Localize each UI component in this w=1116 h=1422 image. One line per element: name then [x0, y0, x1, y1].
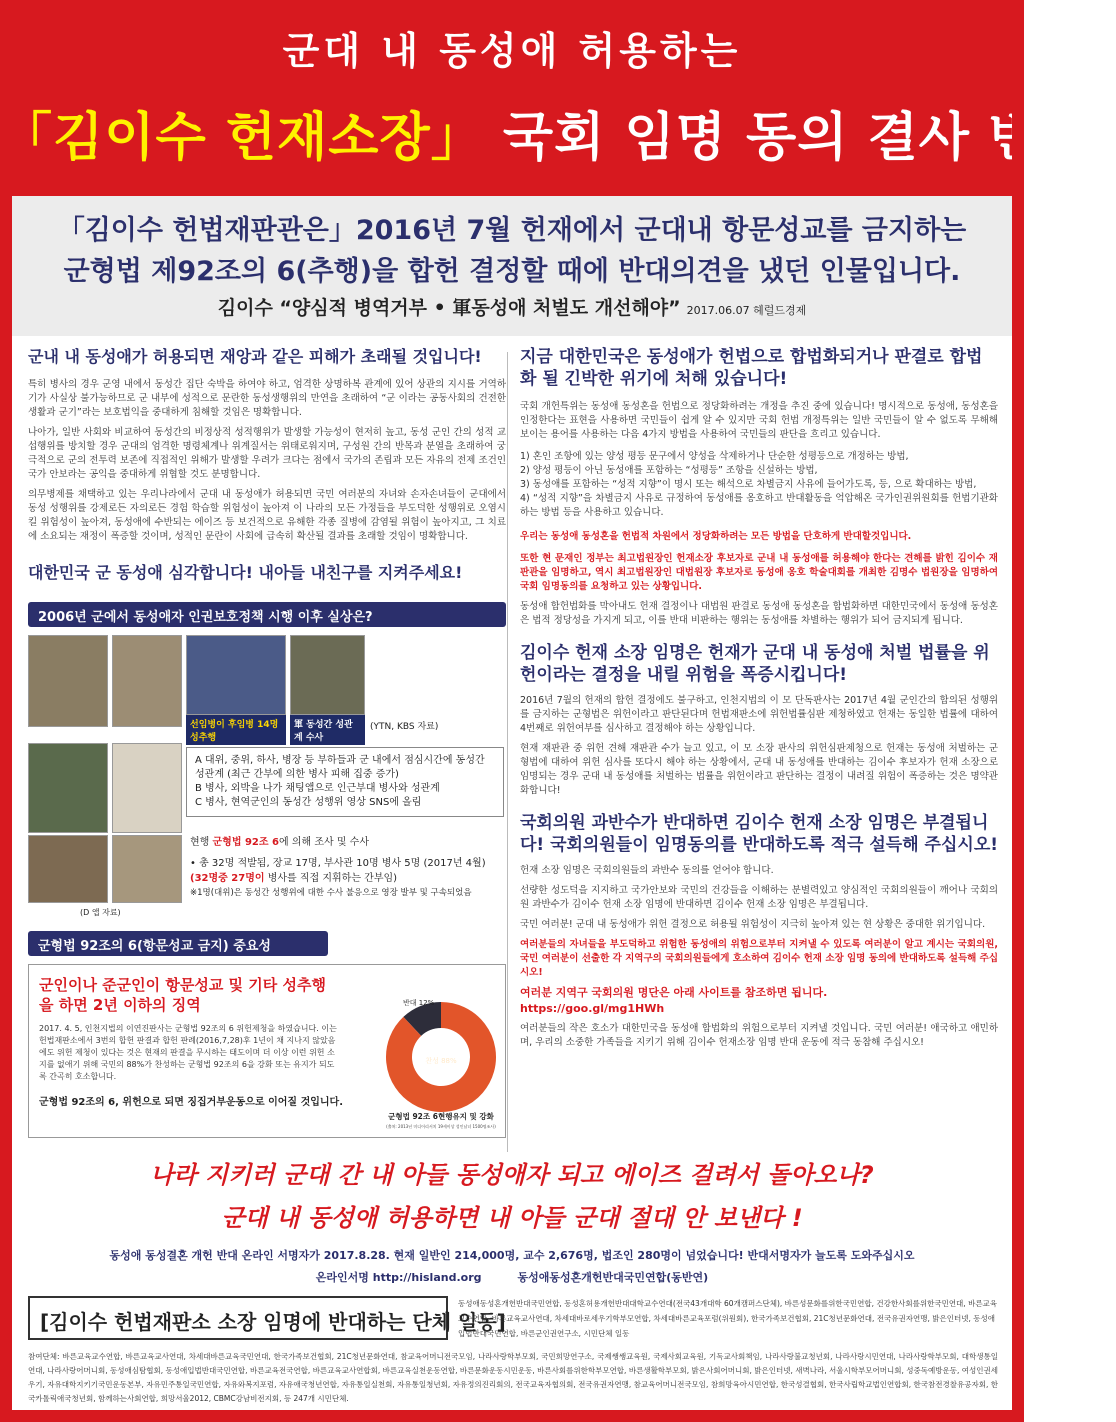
right-red-4: 여러분 지역구 국회의원 명단은 아래 사이트를 참조하면 됩니다.	[520, 986, 828, 999]
quote-close: 」	[430, 108, 484, 168]
photo-collage	[28, 635, 506, 835]
photo-phone-1	[112, 635, 182, 727]
right-list-1: 1) 혼인 조항에 있는 양성 평등 문구에서 양성을 삭제하거나 단순한 성평등으로 개정하는 방법,	[520, 451, 909, 462]
caption-news-1	[186, 715, 286, 745]
bottom-section	[12, 1155, 1012, 1285]
section-bar-1: 2006년 군에서 동성애자 인권보호정책 시행 이후 실상은?	[28, 602, 506, 627]
caption-source: (YTN, KBS 자료)	[370, 722, 439, 732]
note-3-red: (32명중 27명이	[190, 873, 265, 884]
right-paragraph-4: 현재 재판관 중 위헌 견해 재판관 수가 늘고 있고, 이 모 소장 판사의 위헌심판제청으로 헌재는 동성애 처벌하는 군 형법에 대하여 위헌 심사를 또다시 해야 하는 상황에서, 군대 내 동성애를 반대하는 김이수 후보자가 헌재 소장으로 임명되는 경우 군대 내 동성애를 처벌하는 법률을 위헌이라고 판단하는 결정이 내려질 위험이 폭증하는 것은 명약관화합니다!	[520, 743, 998, 796]
right-paragraph-7: 국민 여러분! 군대 내 동성애가 위헌 결정으로 허용될 위험성이 지극히 높아져 있는 현 상황은 중대한 위기입니다.	[520, 919, 986, 930]
header-main-rest: 국회 임명 동의 결사 반대!	[483, 108, 1116, 168]
intro-quote: 김이수 “양심적 병역거부 • 軍동성애 처벌도 개선해야”	[217, 297, 681, 319]
donut-label-small: 반대 12%	[403, 999, 435, 1007]
photo-news-1	[186, 635, 286, 715]
note-1-post: 에 의해 조사 및 수사	[278, 837, 369, 848]
petition-org: 동성애동성혼개헌반대국민연합(동반연)	[517, 1271, 709, 1284]
photo-soldiers-1	[28, 635, 108, 727]
donut-caption: 군형법 92조 6현행유지 및 강화	[388, 1112, 494, 1121]
quote-open: 「	[0, 108, 54, 168]
caption-news-2	[290, 715, 365, 745]
organizations-title: [김이수 헌법재판소 소장 임명에 반대하는 단체 일동]	[28, 1296, 448, 1340]
case-a: A 대위, 중위, 하사, 병장 등 부하들과 군 내에서 점심시간에 동성간 성관계 (최근 간부에 의한 병사 피해 집중 증가)	[195, 755, 485, 780]
right-list	[520, 450, 998, 520]
petition-links	[12, 1269, 1012, 1285]
right-heading-1: 지금 대한민국은 동성애가 헌법으로 합법화되거나 판결로 합법화 될 긴박한 위기에 처해 있습니다!	[520, 347, 983, 389]
note-4: ※1명(대위)은 동성간 성행위에 대한 수사 불응으로 영장 발부 및 구속되었음	[190, 888, 472, 898]
law-body: 2017. 4. 5, 인천지법의 이연진판사는 군형법 92조의 6 위헌제청을 하였습니다. 이는 헌법재판소에서 3번의 합헌 판결과 합헌 판례(2016,7,28)후 1년이 채 지나지 않았음에도 위헌 제청이 있다는 것은 현재의 판결을 무시하는 태도이며 더 이상 이런 위헌 소지를 없애기 위해 국민의 88%가 찬성하는 군형법 92조의 6을 강화 또는 유지가 되도록 간곡히 호소합니다.	[39, 1024, 337, 1081]
law-footer: 군형법 92조의 6, 위헌으로 되면 징집거부운동으로 이어질 것입니다.	[39, 1097, 344, 1108]
left-paragraph-1: 특히 병사의 경우 군영 내에서 동성간 집단 숙박을 하여야 하고, 엄격한 상명하복 관계에 있어 상관의 지시를 거역하기가 사실상 불가능하므로 군 내부에 성적으로 문란한 동성생행위의 만연을 초래하여 “군 이라는 공동사회의 건전한 생활과 군기”라는 보호법익을 중대하게 침해할 것임은 명확합니다.	[28, 379, 506, 418]
case-c: C 병사, 현역군인의 동성간 성행위 영상 SNS에 올림	[195, 797, 422, 808]
right-paragraph-5: 헌재 소장 임명은 국회의원들의 과반수 동의를 얻어야 합니다.	[520, 865, 774, 876]
header-sub-title: 군대 내 동성애 허용하는	[282, 29, 742, 73]
note-1	[190, 835, 506, 850]
note-1-pre: 현행	[190, 837, 213, 848]
photo-news-2	[290, 635, 365, 715]
donut-source: (출처: 2013년 미디어리서치 19세이상 성인남녀 1500명조사)	[386, 1124, 496, 1129]
donut-chart	[369, 991, 509, 1131]
petition-text: 동성애 동성결혼 개헌 반대 온라인 서명자가 2017.8.28. 현재 일반인 214,000명, 교수 2,676명, 법조인 280명이 넘었습니다! 반대서명자가 늘도록 도와주십시오	[109, 1249, 915, 1262]
case-list	[186, 747, 504, 817]
intro-source: 2017.06.07 헤럴드경제	[686, 304, 807, 317]
intro-line-3	[12, 293, 1012, 320]
photo-notes-area	[28, 835, 506, 927]
right-red-1: 우리는 동성애 동성혼을 헌법적 차원에서 정당화하려는 모든 방법을 단호하게 반대할것입니다.	[520, 531, 912, 542]
photo-source: (D 앱 자료)	[80, 908, 121, 917]
intro-box	[12, 196, 1012, 336]
photo-car	[28, 743, 108, 833]
law-box	[28, 964, 506, 1138]
right-list-2: 2) 양성 평등이 아닌 동성애를 포함하는 “성평등” 조항을 신설하는 방법,	[520, 465, 818, 476]
right-heading-2: 김이수 헌재 소장 임명은 헌재가 군대 내 동성애 처벌 법률을 위헌이라는 결정을 내릴 위험을 폭증시킵니다!	[520, 643, 990, 685]
site-link[interactable]: https://goo.gl/mg1HWh	[520, 1002, 665, 1015]
right-paragraph-3: 2016년 7월의 헌재의 합헌 결정에도 불구하고, 인천지법의 이 모 단독판사는 2017년 4월 군인간의 합의된 성행위를 금지하는 군형법은 위헌이라고 판단된다며 헌법재판소에 위헌법률심판 제청하였고 헌재는 동일한 법률에 대하여 4번째로 위헌여부를 심사하고 결정해야 하는 상황입니다.	[520, 695, 998, 734]
left-heading-2: 대한민국 군 동성애 심각합니다! 내아들 내친구를 지켜주세요!	[28, 563, 463, 582]
section-bar-2: 군형법 92조의 6(항문성교 금지) 중요성	[28, 931, 328, 956]
right-heading-3: 국회의원 과반수가 반대하면 김이수 헌재 소장 임명은 부결됩니다! 국회의원들이 임명동의를 반대하도록 적극 설득해 주십시오!	[520, 813, 998, 855]
left-paragraph-3: 의무병제를 채택하고 있는 우리나라에서 군대 내 동성애가 허용되면 국민 여러분의 자녀와 손자손녀들이 군대에서 동성 성행위를 강제로든 자의로든 경험 학습할 위험성이 높아져 이 나라의 모든 가정들을 부도덕한 성행위로 오염시킬 위험성이 높아져, 동성애에 수반되는 에이즈 등 보건적으로 유해한 각종 질병에 감염될 위험이 높아지고, 그 치료에 소요되는 재정이 폭증할 것이며, 성적인 문란이 사회에 급속히 확산될 결과를 초래할 것임이 명확합니다.	[28, 489, 506, 542]
note-3	[190, 871, 506, 886]
right-paragraph-1: 국회 개헌특위는 동성애 동성혼을 헌법으로 정당화하려는 개정을 추진 중에 있습니다! 명시적으로 동성애, 동성혼을 인정한다는 표현을 사용하면 국민들이 쉽게 알 수 있지만 국회 헌법 개정특위는 일반 국민들이 알 수 없도록 무해해 보이는 용어를 사용하는 다음 4가지 방법을 사용하여 국민들의 판단을 흐리고 있습니다.	[520, 401, 998, 440]
law-title: 군인이나 준군인이 항문성교 및 기타 성추행을 하면 2년 이하의 징역	[39, 976, 326, 1014]
header-main-name: 김이수 헌재소장	[53, 108, 431, 168]
organizations-list: 참여단체: 바른교육교수연합, 바른교육교사연대, 차세대바른교육국민연대, 한국가족보건협회, 21C청년문화연대, 참교육어머니전국모임, 나라사랑학부모회, 국민희망연구소, 국제쌩쌩교육원, 국제사회교육원, 기독교사회책임, 나라사랑불교청년회, 나라사랑시민연대, 나라사랑학부모회, 대학생통일연대, 나라사랑어머니회, 동성애심탐협회, 동성애입법반대국민연합, 바른교육전국연합, 바른교육교사연합회, 바른교육실천운동연합, 바른문화운동시민운동, 바른사회를위한학부모연합, 바른생활학부모회, 밝은사회어머니회, 밝은인터넷, 새벽나라, 서울시학부모어머니회, 성중독예방운동, 여성인권세우기, 자유대학지키기국민운동본부, 자유민주통일국민연합, 자유와복지포럼, 자유애국청년연합, 자유통일실천회, 자유통일청년회, 자유정의진리회의, 전국교육자협의회, 전국유권자연맹, 참교육어머니전국모임, 참희망육아시민연합, 한국성결협회, 한국사립학교법인연합회, 한국참전경찰유공자회, 한국카톨릭애국청년회, 함께하는사회연합, 희망서울2012, CBMC강남비전지회, 등 247개 시민단체.	[28, 1352, 998, 1403]
petition-site-link[interactable]: 온라인서명 http://hisland.org	[315, 1271, 482, 1284]
left-column	[28, 346, 506, 1138]
header-main-title	[0, 95, 1116, 170]
slogan-1: 나라 지키러 군대 간 내 아들 동성애자 되고 에이즈 걸려서 돌아오나?	[150, 1161, 874, 1189]
right-paragraph-6: 선량한 성도덕을 지지하고 국가안보와 국민의 건강들을 이해하는 분별력있고 양심적인 국회의원들이 깨어나 국회의원 과반수가 김이수 헌재 소장 임명에 반대하면 김이수 헌재 소장 임명은 부결됩니다.	[520, 885, 998, 910]
photo-soldier-2	[28, 835, 108, 903]
right-list-3: 3) 동성애를 포함하는 “성적 지향”이 명시 또는 해석으로 차별금지 사유에 들어가도록, 등, 으로 확대하는 방법,	[520, 479, 977, 490]
photo-paper	[112, 743, 182, 833]
right-list-4: 4) “성적 지향”을 차별금지 사유로 규정하여 동성애를 옹호하고 반대활동을 억압해온 국가인권위원회를 헌법기관화하는 방법 등을 사용하고 있습니다.	[520, 493, 998, 518]
right-red-3: 여러분들의 자녀들을 부도덕하고 위험한 동성애의 위험으로부터 지켜낼 수 있도록 여러분이 알고 계시는 국회의원, 국민 여러분이 선출한 각 지역구의 국회의원들에게 호소하여 김이수 헌재 소장 임명 동의에 반대하도록 설득해 주십시오!	[520, 939, 998, 978]
caption-news-2-text: 軍 동성간 성관계 수사	[294, 720, 353, 743]
photo-soldier-3	[112, 835, 182, 903]
note-1-red: 군형법 92조 6	[212, 837, 279, 848]
donut-slice-disagree	[412, 1015, 441, 1026]
case-b: B 병사, 외박을 나가 채팅앱으로 인근부대 병사와 성관계	[195, 783, 440, 794]
intro-line-1: 「김이수 헌법재판관은」2016년 7월 헌재에서 군대내 항문성교를 금지하는	[57, 215, 967, 246]
right-red-2: 또한 현 문재인 정부는 최고법원장인 헌재소장 후보자로 군내 내 동성애를 허용해야 한다는 견해를 밝힌 김이수 재판관을 임명하고, 역시 최고법원장인 대법원장 후보자로 동성애 옹호 학술대회를 개최한 김명수 법원장을 임명하여 국회 임명동의를 요청하고 있는 상황입니다.	[520, 553, 998, 592]
right-column	[520, 346, 998, 1050]
note-3-post: 병사를 직접 지휘하는 간부임)	[264, 873, 398, 884]
note-2: • 총 32명 적발됨, 장교 17명, 부사관 10명 병사 5명 (2017년 4월)	[190, 858, 486, 869]
intro-line-2: 군형법 제92조의 6(추행)을 합헌 결정할 때에 반대의견을 냈던 인물입니다.	[63, 256, 961, 287]
caption-news-1-text: 선임병이 후임병 14명 성추행	[190, 720, 279, 743]
donut-label-big: 찬성 88%	[425, 1057, 457, 1065]
left-paragraph-2: 나아가, 일반 사회와 비교하여 동성간의 비정상적 성적행위가 발생할 가능성이 현저히 높고, 동성 군인 간의 성적 교섭행위를 방치할 경우 군대의 엄격한 명령체계나 위계질서는 위태로워지며, 구성원 간의 반목과 분열을 초래하여 궁극적으로 군의 전투력 보존에 직접적인 위해가 발생할 우려가 크다는 점에서 국가의 존립과 모든 자유의 전제 조건인 국가 안보라는 공익을 중대하게 위협할 것도 분명합니다.	[28, 427, 506, 480]
right-paragraph-8: 여러분들의 작은 호소가 대한민국을 동성애 합법화의 위험으로부터 지켜낼 것입니다. 국민 여러분! 애국하고 애민하며, 우리의 소중한 가족들을 지키기 위해 김이수 헌재소장 임명 반대 운동에 적극 동참해 주십시오!	[520, 1023, 998, 1048]
organizations-main: 동성애동성혼개헌반대국민연합, 동성혼허용개헌반대대학교수연대(전국43개대학 60개캠퍼스단체), 바른성문화를위한국민연합, 건강한사회를위한국민연대, 바른교육교수연합, 바른교육교사연대, 차세대바로세우기학부모연합, 차세대바른교육포럼(위원회), 한국가족보건협회, 21C청년문화연대, 전국유권자연맹, 밝은인터넷, 동성애입법반대국민연합, 바른군인권연구소, 시민단체 일동	[458, 1299, 998, 1338]
organizations-header	[28, 1296, 998, 1344]
left-heading-1: 군내 내 동성애가 허용되면 재앙과 같은 피해가 초래될 것입니다!	[28, 347, 482, 366]
slogan-2: 군대 내 동성애 허용하면 내 아들 군대 절대 안 보낸다 !	[221, 1204, 803, 1232]
case-notes	[190, 835, 506, 901]
right-paragraph-2: 동성애 합헌법화를 막아내도 헌재 결정이나 대법원 판결로 동성애 동성혼을 합법화하면 대한민국에서 동성애 동성혼은 법적 정당성을 가지게 되고, 이를 반대 비판하는 행위는 동성애를 차별하는 행위가 되어 금지되게 됩니다.	[520, 601, 998, 626]
header-banner	[0, 0, 1116, 196]
